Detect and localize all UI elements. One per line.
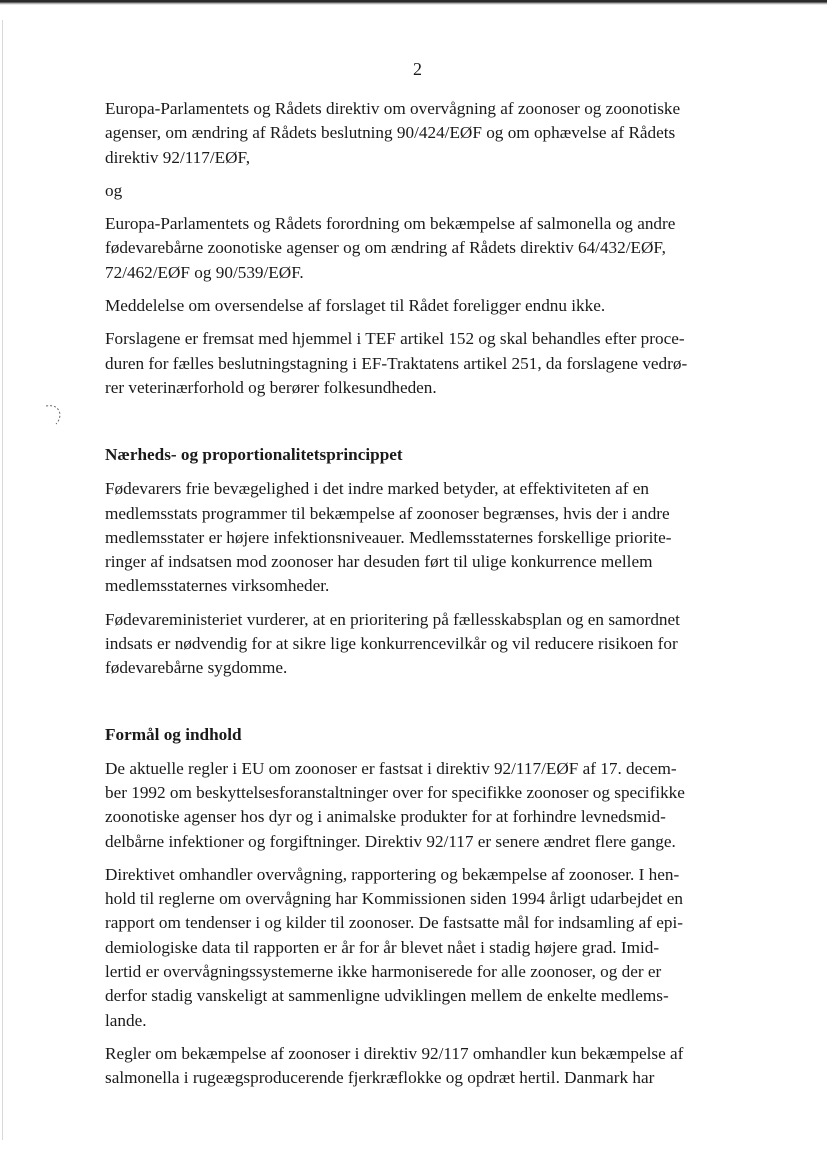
scan-artifact-mark [40,400,66,430]
scan-left-edge [2,20,3,1140]
paragraph-direktivet [105,863,745,1033]
text-line: fødevarebårne sygdomme. [105,658,288,678]
paragraph-og [105,179,745,203]
text-line: medlemsstaternes virksomheder. [105,576,330,596]
paragraph-aktuelle-regler [105,757,745,854]
text-line: De aktuelle regler i EU om zoonoser er fastsat i direktiv 92/117/EØF af 17. decem- [105,758,677,778]
text-line: delbårne infektioner og forgiftninger. Direktiv 92/117 er senere ændret flere gange. [105,831,676,851]
text-line: rapport om tendenser i og kilder til zoonoser. De fastsatte mål for indsamling af epi- [105,913,684,933]
text-line: fødevarebårne zoonotiske agenser og om ændring af Rådets direktiv 64/432/EØF, [105,238,666,258]
text-line: Europa-Parlamentets og Rådets direktiv om overvågning af zoonoser og zoonotiske [105,99,681,118]
paragraph-ministeriet [105,608,745,681]
text-line: hold til reglerne om overvågning har Kommissionen siden 1994 årligt udarbejdet en [105,889,684,909]
paragraph-regler-bekaempelse [105,1042,745,1091]
text-line: Meddelelse om oversendelse af forslaget til Rådet foreligger endnu ikke. [105,296,606,316]
section-heading-naerhed: Nærheds- og proportionalitetsprincippet [105,445,403,465]
text-line: og [105,180,123,200]
text-line: derfor stadig vanskeligt at sammenligne udviklingen mellem de enkelte medlems- [105,986,669,1006]
text-line: ber 1992 om beskyttelsesforanstaltninger over for specifikke zoonoser og specifikke [105,782,685,802]
text-line: ringer af indsatsen mod zoonoser har desuden ført til ulige konkurrence mellem [105,552,653,572]
paragraph-meddelelse [105,294,745,318]
document-body [105,97,745,1091]
page-number: 2 [413,59,422,79]
text-line: Forslagene er fremsat med hjemmel i TEF artikel 152 og skal behandles efter proce- [105,329,685,349]
text-line: duren for fælles beslutningstagning i EF-Traktatens artikel 251, da forslagene vedrø- [105,353,688,373]
text-line: Fødevarers frie bevægelighed i det indre marked betyder, at effektiviteten af en [105,479,649,499]
text-line: Europa-Parlamentets og Rådets forordning om bekæmpelse af salmonella og andre [105,214,676,234]
text-line: zoonotiske agenser hos dyr og i animalske produkter for at forhindre levnedsmid- [105,807,666,827]
text-line: lertid er overvågningssystemerne ikke harmoniserede for alle zoonoser, og der er [105,962,662,982]
text-line: Regler om bekæmpelse af zoonoser i direktiv 92/117 omhandler kun bekæmpelse af [105,1043,684,1063]
text-line: Direktivet omhandler overvågning, rapportering og bekæmpelse af zoonoser. I hen- [105,864,680,884]
text-line: Fødevareministeriet vurderer, at en prioritering på fællesskabsplan og en samordnet [105,609,680,629]
text-line: agenser, om ændring af Rådets beslutning 90/424/EØF og om ophævelse af Rådets [105,123,676,143]
paragraph-directive-title [105,97,745,170]
text-line: indsats er nødvendig for at sikre lige konkurrencevilkår og vil reducere risikoen for [105,634,678,654]
text-line: demiologiske data til rapporten er år for år blevet nået i stadig højere grad. Imid- [105,937,660,957]
text-line: salmonella i rugeægsproducerende fjerkræflokke og opdræt hertil. Danmark har [105,1068,655,1088]
scan-top-border [0,0,827,5]
text-line: medlemsstater er højere infektionsniveauer. Medlemsstaternes forskellige priorite- [105,527,672,547]
text-line: lande. [105,1010,147,1030]
paragraph-regulation-title [105,212,745,285]
paragraph-foedevarers [105,477,745,598]
paragraph-hjemmel [105,327,745,400]
section-heading-formaal: Formål og indhold [105,724,242,744]
text-line: 72/462/EØF og 90/539/EØF. [105,262,304,282]
text-line: direktiv 92/117/EØF, [105,147,251,167]
text-line: medlemsstats programmer til bekæmpelse af zoonoser begrænses, hvis der i andre [105,503,670,523]
text-line: rer veterinærforhold og berører folkesundheden. [105,377,437,397]
